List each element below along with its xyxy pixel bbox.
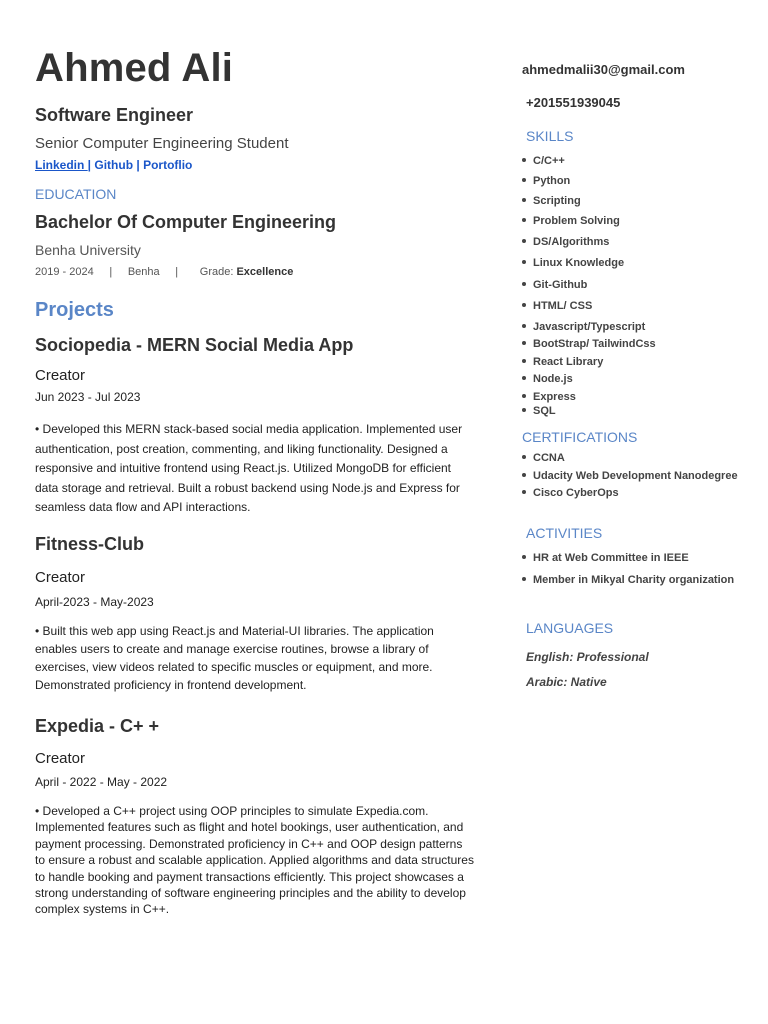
project-title: Sociopedia - MERN Social Media App xyxy=(35,335,354,355)
list-item: Member in Mikyal Charity organization xyxy=(522,574,734,586)
bullet-icon xyxy=(522,408,526,412)
education-city: Benha xyxy=(127,266,160,278)
project-dates: April-2023 - May-2023 xyxy=(35,595,154,609)
project-description: • Developed this MERN stack-based social media application. Implemented user authentication, post creation, commenting, and liking functionality. Designed a responsive and intuitive frontend using React.js. Utilized MongoDB for efficient data storage and retrieval. Built a robust backend using Node.js and Express for seamless data flow and API interactions. xyxy=(35,422,463,514)
meta-divider: | xyxy=(109,266,113,278)
grade-value: Excellence xyxy=(236,266,294,278)
meta-divider: | xyxy=(175,266,179,278)
bullet-icon xyxy=(522,198,526,202)
education-meta xyxy=(35,266,293,278)
candidate-name: Ahmed Ali xyxy=(35,46,234,90)
bullet-icon xyxy=(522,455,526,459)
language-arabic: Arabic: Native xyxy=(526,675,607,689)
certifications-heading: CERTIFICATIONS xyxy=(522,429,638,445)
candidate-subtitle: Senior Computer Engineering Student xyxy=(35,135,289,152)
list-item: Express xyxy=(522,391,576,403)
degree-title: Bachelor Of Computer Engineering xyxy=(35,212,337,232)
list-item: HTML/ CSS xyxy=(522,300,592,312)
list-item: Problem Solving xyxy=(522,215,620,227)
activities-heading: ACTIVITIES xyxy=(526,525,603,541)
bullet-icon xyxy=(522,303,526,307)
project-description: • Built this web app using React.js and Material-UI libraries. The application enables users to create and manage exercise routines, browse a library of exercises, view videos related to specific muscles or equipment, and more. Demonstrated proficiency in frontend development. xyxy=(35,624,434,692)
list-item: Git-Github xyxy=(522,279,587,291)
project-dates: Jun 2023 - Jul 2023 xyxy=(35,390,141,404)
job-title: Software Engineer xyxy=(35,105,194,125)
education-heading: EDUCATION xyxy=(35,186,117,202)
profile-links xyxy=(35,158,192,172)
portfolio-link[interactable]: Portoflio xyxy=(143,158,193,172)
github-link[interactable]: Github xyxy=(94,158,134,172)
university-name: Benha University xyxy=(35,242,141,258)
bullet-icon xyxy=(522,282,526,286)
list-item: Javascript/Typescript xyxy=(522,321,645,333)
bullet-icon xyxy=(522,577,526,581)
bullet-icon xyxy=(522,239,526,243)
bullet-icon xyxy=(522,359,526,363)
project-role: Creator xyxy=(35,569,86,586)
list-item: SQL xyxy=(522,405,556,417)
list-item: BootStrap/ TailwindCss xyxy=(522,338,656,350)
bullet-icon xyxy=(522,394,526,398)
list-item: Linux Knowledge xyxy=(522,257,624,269)
contact-phone: +201551939045 xyxy=(526,95,621,110)
list-item: React Library xyxy=(522,356,603,368)
project-title: Fitness-Club xyxy=(35,534,145,554)
list-item: Node.js xyxy=(522,373,573,385)
project-dates: April - 2022 - May - 2022 xyxy=(35,775,168,789)
linkedin-link[interactable]: Linkedin xyxy=(35,158,88,172)
bullet-icon xyxy=(522,158,526,162)
projects-heading: Projects xyxy=(35,299,114,321)
education-years: 2019 - 2024 xyxy=(35,266,94,278)
project-description: • Developed a C++ project using OOP principles to simulate Expedia.com. Implemented features such as flight and hotel bookings, user authentication, and payment processing. Demonstrated proficiency in C++ and OOP design patterns to ensure a robust and scalable application. Applied algorithms and data structures to handle booking and payment transactions efficiently. This project showcases a strong understanding of software engineering principles and the ability to develop complex systems in C++. xyxy=(35,804,474,917)
grade-label: Grade: xyxy=(199,266,237,278)
languages-heading: LANGUAGES xyxy=(526,620,614,636)
skills-heading: SKILLS xyxy=(526,128,574,144)
link-separator: | xyxy=(87,158,95,172)
list-item: HR at Web Committee in IEEE xyxy=(522,552,689,564)
bullet-icon xyxy=(522,218,526,222)
list-item: CCNA xyxy=(522,452,565,464)
list-item: Python xyxy=(522,175,570,187)
project-role: Creator xyxy=(35,367,86,384)
bullet-icon xyxy=(522,473,526,477)
list-item: DS/Algorithms xyxy=(522,236,609,248)
project-title: Expedia - C+ + xyxy=(35,716,160,736)
bullet-icon xyxy=(522,324,526,328)
list-item: Cisco CyberOps xyxy=(522,487,619,499)
list-item: Udacity Web Development Nanodegree xyxy=(522,470,738,482)
language-english: English: Professional xyxy=(526,650,649,664)
list-item: C/C++ xyxy=(522,155,565,167)
list-item: Scripting xyxy=(522,195,581,207)
bullet-icon xyxy=(522,555,526,559)
bullet-icon xyxy=(522,260,526,264)
bullet-icon xyxy=(522,490,526,494)
bullet-icon xyxy=(522,376,526,380)
bullet-icon xyxy=(522,341,526,345)
project-role: Creator xyxy=(35,750,86,767)
bullet-icon xyxy=(522,178,526,182)
contact-email[interactable]: ahmedmalii30@gmail.com xyxy=(522,62,685,77)
link-separator: | xyxy=(133,158,144,172)
